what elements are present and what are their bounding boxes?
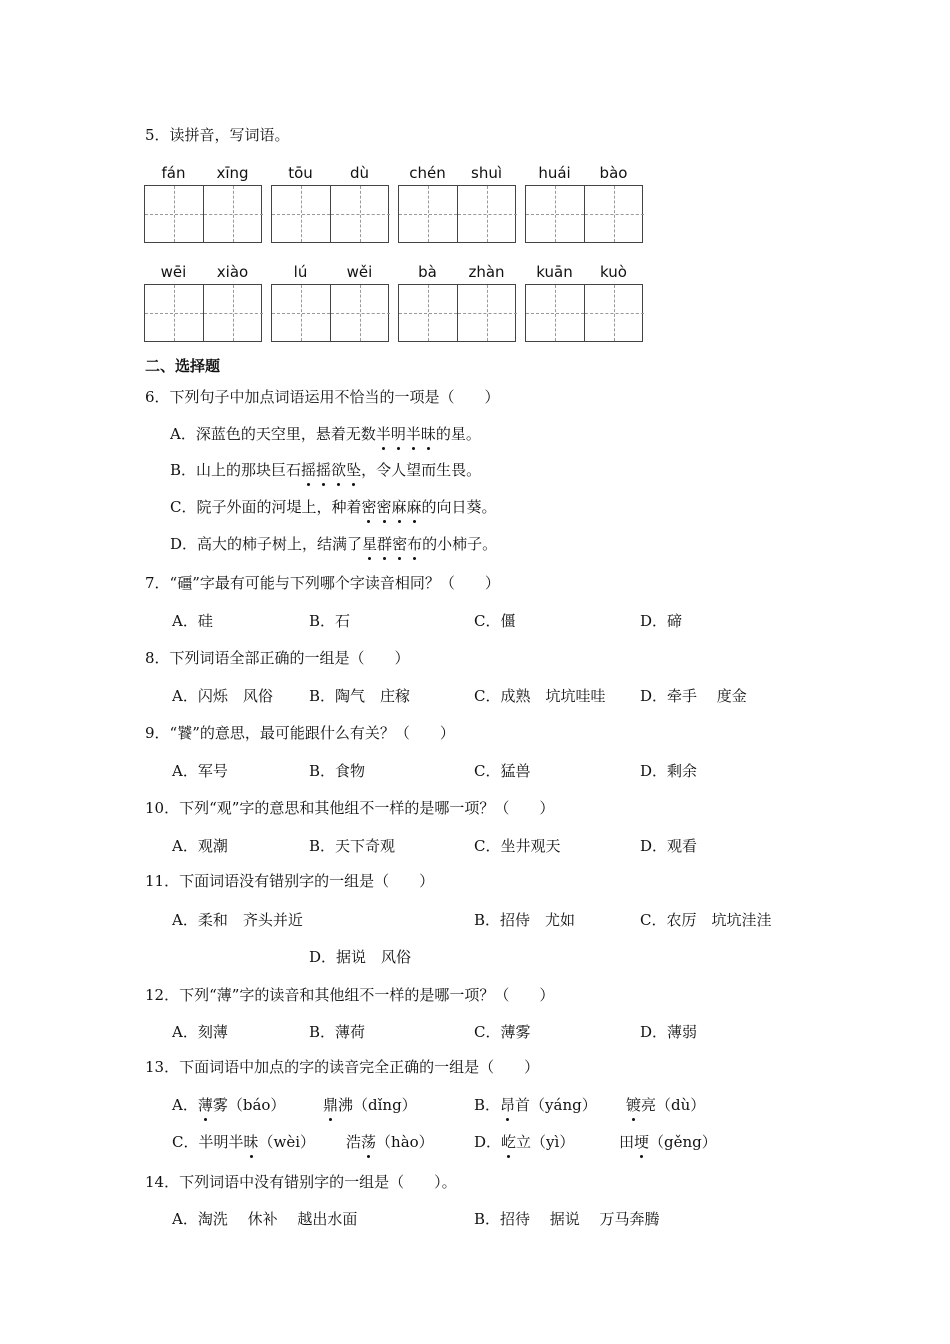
q13-option-c-second: 浩荡（hào） bbox=[346, 1133, 434, 1151]
pinyin-label: lú bbox=[293, 263, 308, 281]
tianzige-cell[interactable] bbox=[526, 285, 585, 341]
dotted-word: 摇摇欲坠 bbox=[301, 461, 362, 479]
dotted-char: 薄 bbox=[197, 1096, 213, 1114]
tianzige-cell[interactable] bbox=[204, 186, 263, 242]
dotted-char: 埂 bbox=[634, 1133, 650, 1151]
q12-option-c[interactable]: C．薄雾 bbox=[474, 1023, 531, 1041]
tianzige-cell[interactable] bbox=[272, 285, 331, 341]
q13-option-c[interactable]: C．半明半昧（wèi） bbox=[172, 1133, 316, 1151]
tianzige-cell[interactable] bbox=[145, 186, 204, 242]
dotted-char: 鼎 bbox=[323, 1096, 339, 1114]
dotted-char: 昧 bbox=[243, 1133, 259, 1151]
q14-stem: 14．下列词语中没有错别字的一组是（ ）。 bbox=[145, 1173, 457, 1191]
dotted-char: 镀 bbox=[626, 1096, 642, 1114]
pinyin-label: fán bbox=[161, 164, 186, 182]
q6-stem: 6．下列句子中加点词语运用不恰当的一项是（ ） bbox=[145, 388, 500, 406]
q14-option-b[interactable]: B．招待 据说 万马奔腾 bbox=[474, 1210, 660, 1228]
q13-option-b-second: 镀亮（dù） bbox=[626, 1096, 706, 1114]
section-title: 二、选择题 bbox=[145, 357, 221, 375]
writing-box[interactable] bbox=[144, 185, 262, 243]
q8-option-c[interactable]: C．成熟 坑坑哇哇 bbox=[474, 687, 606, 705]
q11-option-b[interactable]: B．招侍 尤如 bbox=[474, 911, 576, 929]
q9-option-a[interactable]: A．军号 bbox=[172, 762, 228, 780]
q6-option-c[interactable]: C．院子外面的河堤上，种着密密麻麻的向日葵。 bbox=[170, 498, 497, 516]
tianzige-cell[interactable] bbox=[272, 186, 331, 242]
q11-option-d[interactable]: D．据说 风俗 bbox=[309, 948, 412, 966]
pinyin-label: wěi bbox=[346, 263, 373, 281]
tianzige-cell[interactable] bbox=[585, 285, 644, 341]
q7-option-c[interactable]: C．僵 bbox=[474, 612, 516, 630]
tianzige-cell[interactable] bbox=[399, 186, 458, 242]
q13-option-a[interactable]: A．薄雾（báo） bbox=[172, 1096, 286, 1114]
tianzige-cell[interactable] bbox=[458, 285, 517, 341]
tianzige-cell[interactable] bbox=[204, 285, 263, 341]
tianzige-cell[interactable] bbox=[331, 285, 390, 341]
dotted-word: 半明半昧 bbox=[375, 425, 436, 443]
q7-option-a[interactable]: A．硅 bbox=[172, 612, 213, 630]
q12-option-a[interactable]: A．刻薄 bbox=[172, 1023, 228, 1041]
pinyin-label: xīng bbox=[216, 164, 249, 182]
tianzige-cell[interactable] bbox=[399, 285, 458, 341]
q6-option-b[interactable]: B．山上的那块巨石摇摇欲坠，令人望而生畏。 bbox=[170, 461, 482, 479]
q11-stem: 11．下面词语没有错别字的一组是（ ） bbox=[145, 872, 435, 890]
q6-option-a[interactable]: A．深蓝色的天空里，悬着无数半明半昧的星。 bbox=[170, 425, 481, 443]
q10-option-a[interactable]: A．观潮 bbox=[172, 837, 228, 855]
pinyin-label: bào bbox=[599, 164, 628, 182]
q13-option-a-second: 鼎沸（dǐng） bbox=[323, 1096, 417, 1114]
pinyin-label: kuān bbox=[536, 263, 573, 281]
pinyin-label: wēi bbox=[160, 263, 187, 281]
pinyin-label: shuì bbox=[471, 164, 502, 182]
writing-box[interactable] bbox=[398, 185, 516, 243]
pinyin-label: chén bbox=[409, 164, 446, 182]
q11-option-a[interactable]: A．柔和 齐头并近 bbox=[172, 911, 303, 929]
q12-stem: 12．下列“薄”字的读音和其他组不一样的是哪一项？（ ） bbox=[145, 986, 555, 1004]
dotted-char: 屹 bbox=[501, 1133, 517, 1151]
writing-box[interactable] bbox=[525, 284, 643, 342]
q10-stem: 10．下列“观”字的意思和其他组不一样的是哪一项？（ ） bbox=[145, 799, 555, 817]
writing-box[interactable] bbox=[398, 284, 516, 342]
q9-option-c[interactable]: C．猛兽 bbox=[474, 762, 531, 780]
q12-option-b[interactable]: B．薄荷 bbox=[309, 1023, 366, 1041]
q13-stem: 13．下面词语中加点的字的读音完全正确的一组是（ ） bbox=[145, 1058, 540, 1076]
pinyin-label: bà bbox=[418, 263, 437, 281]
q10-option-d[interactable]: D．观看 bbox=[640, 837, 698, 855]
q9-option-b[interactable]: B．食物 bbox=[309, 762, 366, 780]
tianzige-cell[interactable] bbox=[331, 186, 390, 242]
tianzige-cell[interactable] bbox=[458, 186, 517, 242]
tianzige-cell[interactable] bbox=[585, 186, 644, 242]
dotted-char: 昂 bbox=[500, 1096, 516, 1114]
q13-option-d[interactable]: D．屹立（yì） bbox=[474, 1133, 575, 1151]
pinyin-label: dù bbox=[349, 164, 370, 182]
pinyin-label: xiào bbox=[216, 263, 249, 281]
writing-box[interactable] bbox=[271, 185, 389, 243]
q7-stem: 7．“礓”字最有可能与下列哪个字读音相同？（ ） bbox=[145, 574, 500, 592]
q12-option-d[interactable]: D．薄弱 bbox=[640, 1023, 698, 1041]
pinyin-label: zhàn bbox=[468, 263, 505, 281]
q10-option-b[interactable]: B．天下奇观 bbox=[309, 837, 396, 855]
tianzige-cell[interactable] bbox=[526, 186, 585, 242]
pinyin-label: kuò bbox=[600, 263, 627, 281]
q10-option-c[interactable]: C．坐井观天 bbox=[474, 837, 561, 855]
q8-option-b[interactable]: B．陶气 庄稼 bbox=[309, 687, 411, 705]
q7-option-b[interactable]: B．石 bbox=[309, 612, 351, 630]
q13-option-b[interactable]: B．昂首（yáng） bbox=[474, 1096, 597, 1114]
q8-stem: 8．下列词语全部正确的一组是（ ） bbox=[145, 649, 410, 667]
q11-option-c[interactable]: C．农厉 坑坑洼洼 bbox=[640, 911, 772, 929]
dotted-char: 荡 bbox=[361, 1133, 377, 1151]
dotted-word: 密密麻麻 bbox=[361, 498, 422, 516]
writing-box[interactable] bbox=[144, 284, 262, 342]
q14-option-a[interactable]: A．淘洗 休补 越出水面 bbox=[172, 1210, 358, 1228]
q13-option-d-second: 田埂（gěng） bbox=[619, 1133, 717, 1151]
writing-box[interactable] bbox=[271, 284, 389, 342]
dotted-word: 星群密布 bbox=[362, 535, 423, 553]
q9-stem: 9．“饕”的意思，最可能跟什么有关？（ ） bbox=[145, 724, 455, 742]
q7-option-d[interactable]: D．碲 bbox=[640, 612, 683, 630]
pinyin-label: tōu bbox=[288, 164, 313, 182]
pinyin-label: huái bbox=[538, 164, 571, 182]
q8-option-d[interactable]: D．牵手 度金 bbox=[640, 687, 747, 705]
q9-option-d[interactable]: D．剩余 bbox=[640, 762, 698, 780]
q5-title: 5．读拼音，写词语。 bbox=[145, 126, 290, 144]
q8-option-a[interactable]: A．闪烁 风俗 bbox=[172, 687, 273, 705]
tianzige-cell[interactable] bbox=[145, 285, 204, 341]
q6-option-d[interactable]: D．高大的柿子树上，结满了星群密布的小柿子。 bbox=[170, 535, 498, 553]
writing-box[interactable] bbox=[525, 185, 643, 243]
